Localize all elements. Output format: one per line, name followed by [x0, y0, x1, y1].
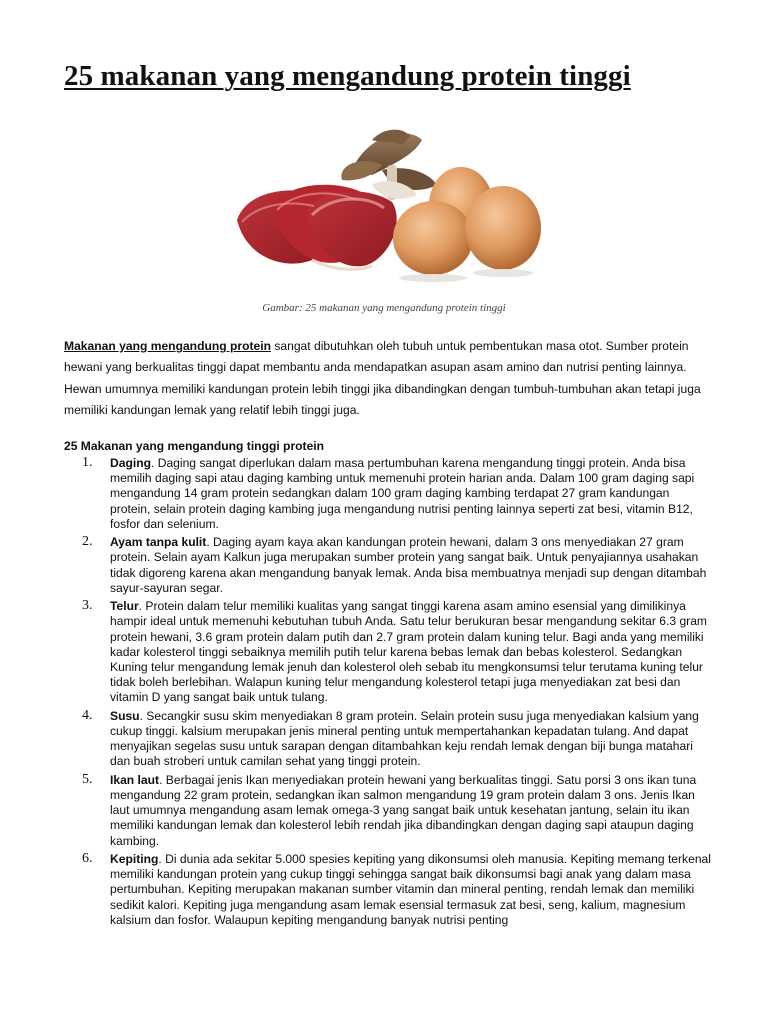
list-item-number: 2. [82, 534, 93, 550]
list-item-title: Ayam tanpa kulit [110, 535, 207, 550]
list-item-text: . Di dunia ada sekitar 5.000 spesies kepiting yang dikonsumsi oleh manusia. Kepiting memang terkenal memiliki kandungan protein yang cukup tinggi sehingga sangat baik dikonsumsi bagi anak yang dalam masa pertumbuhan. Kepiting merupakan makanan sumber vitamin dan mineral penting, rendah lemak dan memiliki sedikit kalori. Kepiting juga mengandung asam lemak esensial termasuk zat besi, seng, kalium, magnesium kalsium dan fosfor. Walaupun kepiting mengandung banyak nutrisi penting [110, 852, 711, 927]
list-item-title: Kepiting [110, 852, 159, 867]
list-item-number: 1. [82, 455, 93, 470]
list-item [82, 852, 712, 928]
protein-food-list [82, 456, 712, 931]
meat-eggs-mushroom-illustration [232, 110, 542, 300]
list-item [82, 773, 712, 849]
list-item [82, 535, 712, 596]
list-item-text: . Protein dalam telur memiliki kualitas yang sangat tinggi karena asam amino esensial yang dimilikinya hampir ideal untuk memenuhi kebutuhan tubuh Anda. Satu telur berukuran besar mengandung sekitar 6.3 gram protein hewani, 3.6 gram protein dalam putih dan 2.7 gram protein dalam kuning telur. Bagi anda yang memiliki kadar kolesterol tinggi sebaiknya memilih putih telur karena bebas lemak dan bebas kolesterol. Sedangkan Kuning telur mengandung lemak jenuh dan kolesterol oleh sebab itu mengkonsumsi telur terutama kuning telur tidak boleh berlebihan. Walapun kuning telur mengandung kolesterol tetapi juga menyediakan zat besi dan vitamin D yang sangat baik untuk tulang. [110, 599, 708, 705]
figure-caption: Gambar: 25 makanan yang mengandung protein tinggi [262, 302, 506, 314]
page-title: 25 makanan yang mengandung protein tinggi [64, 60, 631, 92]
list-item-title: Daging [110, 456, 151, 470]
intro-text: sangat dibutuhkan oleh tubuh untuk pembentukan masa otot. Sumber protein hewani yang berkualitas tinggi dapat membantu anda mendapatkan asupan asam amino dan nutrisi penting lainnya. Hewan umumnya memiliki kandungan protein lebih tinggi jika dibandingkan dengan tumbuh-tumbuhan akan tetapi juga memiliki kandungan lemak yang relatif lebih tinggi juga. [64, 339, 701, 417]
list-item-title: Telur [110, 599, 139, 614]
list-item [82, 709, 712, 770]
list-item-text: . Daging sangat diperlukan dalam masa pertumbuhan karena mengandung tinggi protein. Anda bisa memilih daging sapi atau daging kambing untuk memenuhi protein harian anda. Dalam 100 gram daging sapi mengandung 14 gram protein sedangkan dalam 100 gram daging kambing terdapat 27 gram kandungan protein, selain protein daging kambing juga mengandung nutrisi penting lainnya seperti zat besi, vitamin B12, fosfor dan selenium. [110, 456, 695, 531]
list-item-number: 6. [82, 851, 93, 867]
list-item [82, 599, 712, 705]
list-item-text: . Berbagai jenis Ikan menyediakan protein hewani yang berkualitas tinggi. Satu porsi 3 ons ikan tuna mengandung 22 gram protein, sedangkan ikan salmon mengandung 19 gram protein dalam 3 ons. Jenis Ikan laut umumnya mengandung asam lemak omega-3 yang sangat baik untuk kesehatan jantung, selain itu ikan memiliki kandungan lemak dan kolesterol lebih rendah jika dibandingkan dengan daging sapi ataupun daging kambing. [110, 772, 697, 848]
intro-paragraph [64, 336, 704, 421]
section-heading: 25 Makanan yang mengandung tinggi protein [64, 439, 325, 453]
mushroom-shape [341, 130, 437, 200]
list-item-number: 3. [82, 598, 93, 614]
list-item-text: . Secangkir susu skim menyediakan 8 gram protein. Selain protein susu juga menyediakan kalsium yang cukup tinggi. kalsium merupakan jenis mineral penting untuk mempertahankan kepadatan tulang. And dapat menyajikan segelas susu untuk sarapan dengan ditambahkan keju rendah lemak dengan biji bunga matahari dan buah stroberi untuk camilan sehat yang tinggi protein. [110, 708, 699, 769]
list-item-number: 4. [82, 707, 93, 723]
list-item-title: Susu [110, 708, 140, 723]
list-item [82, 456, 712, 532]
list-item-title: Ikan laut [110, 772, 160, 787]
list-item-number: 5. [82, 771, 93, 787]
list-item-text: . Daging ayam kaya akan kandungan protein hewani, dalam 3 ons menyediakan 27 gram protein. Selain ayam Kalkun juga merupakan sumber protein yang sangat baik. Untuk penyajiannya usahakan tidak digoreng karena akan mengandung banyak lemak. Anda bisa membuatnya menjadi sup dengan ditambah sayur-sayuran segar. [110, 535, 707, 595]
intro-link[interactable]: Makanan yang mengandung protein [64, 339, 271, 353]
protein-foods-photo [232, 110, 542, 300]
raw-meat-shape [237, 185, 397, 270]
